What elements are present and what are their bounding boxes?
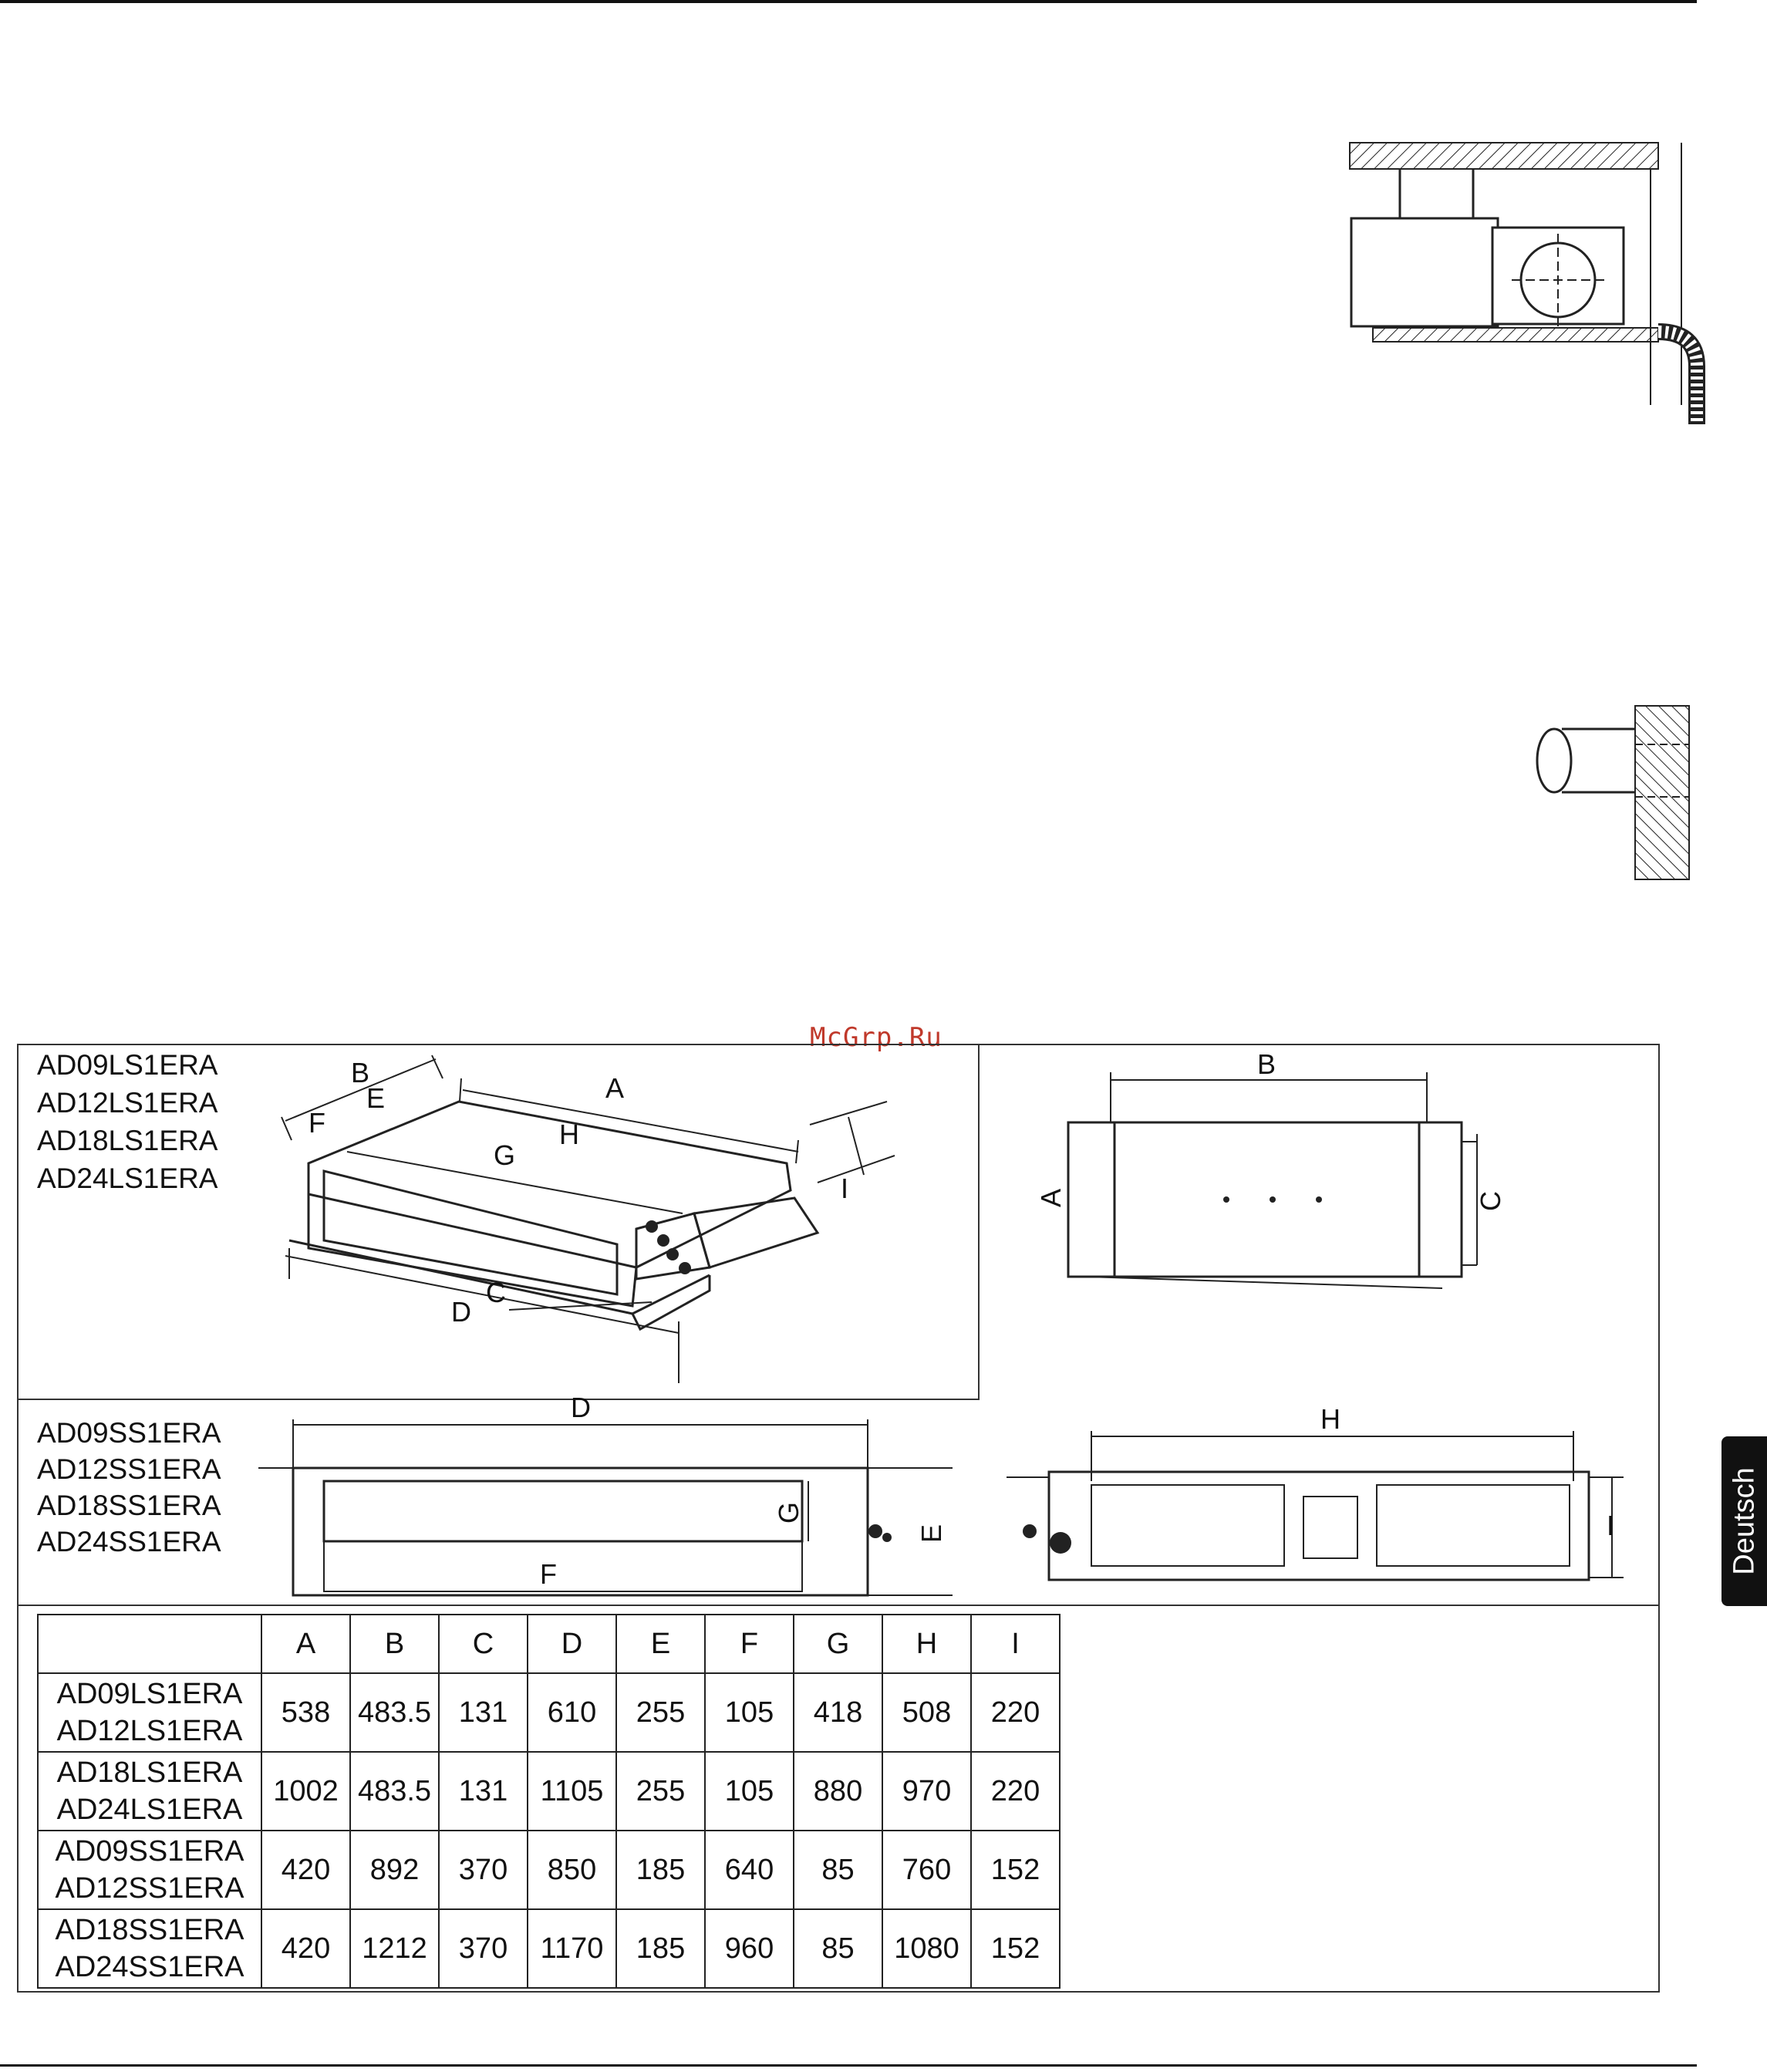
iso-dim-a: A [605, 1072, 625, 1104]
row-model: AD18LS1ERA [56, 1756, 243, 1789]
header-d: D [528, 1615, 616, 1673]
top-dim-b: B [1257, 1048, 1276, 1080]
iso-dim-f: F [309, 1107, 325, 1139]
cell-h: 970 [882, 1752, 971, 1831]
wall-pipe-illustration [1519, 698, 1705, 891]
row-model: AD24SS1ERA [55, 1951, 244, 1983]
cell-f: 960 [705, 1909, 794, 1988]
cell-d: 1170 [528, 1909, 616, 1988]
cell-g: 85 [794, 1909, 882, 1988]
table-row [38, 1831, 1060, 1909]
cell-f: 105 [705, 1752, 794, 1831]
cell-f: 640 [705, 1831, 794, 1909]
cell-c: 131 [439, 1673, 528, 1752]
iso-dim-d: D [451, 1296, 471, 1328]
header-b: B [350, 1615, 439, 1673]
cell-b: 1212 [350, 1909, 439, 1988]
cell-h: 1080 [882, 1909, 971, 1988]
cell-g: 880 [794, 1752, 882, 1831]
ss-model-4: AD24SS1ERA [37, 1526, 221, 1557]
header-e: E [616, 1615, 705, 1673]
table-header-row [38, 1615, 1060, 1673]
cell-h: 760 [882, 1831, 971, 1909]
header-a: A [261, 1615, 350, 1673]
header-g: G [794, 1615, 882, 1673]
dimensions-table [37, 1614, 1061, 1989]
ss-model-list [37, 1415, 221, 1560]
cell-i: 152 [971, 1831, 1060, 1909]
cell-b: 892 [350, 1831, 439, 1909]
ls-model-2: AD12LS1ERA [37, 1087, 218, 1119]
row-model: AD09LS1ERA [56, 1678, 243, 1710]
bottom-rule [0, 2064, 1697, 2067]
cell-a: 1002 [261, 1752, 350, 1831]
ss-model-1: AD09SS1ERA [37, 1417, 221, 1449]
ss-dim-i: I [1607, 1510, 1615, 1541]
ss-model-3: AD18SS1ERA [37, 1490, 221, 1521]
cell-a: 420 [261, 1909, 350, 1988]
ss-model-2: AD12SS1ERA [37, 1453, 221, 1485]
row-model: AD18SS1ERA [55, 1914, 244, 1946]
ss-dim-e: E [916, 1524, 947, 1543]
cell-b: 483.5 [350, 1752, 439, 1831]
header-i: I [971, 1615, 1060, 1673]
cell-f: 105 [705, 1673, 794, 1752]
cell-e: 185 [616, 1831, 705, 1909]
language-tab [1721, 1436, 1767, 1606]
row-model: AD24LS1ERA [56, 1794, 243, 1826]
top-rule [0, 0, 1697, 3]
watermark: McGrp.Ru [810, 1022, 943, 1053]
cell-e: 185 [616, 1909, 705, 1988]
cell-g: 85 [794, 1831, 882, 1909]
iso-dim-c: C [486, 1277, 506, 1308]
language-tab-label: Deutsch [1728, 1467, 1760, 1575]
ls-model-4: AD24LS1ERA [37, 1163, 218, 1194]
header-blank [38, 1615, 261, 1673]
ls-isometric-drawing [278, 1048, 895, 1395]
cell-i: 220 [971, 1673, 1060, 1752]
ls-model-1: AD09LS1ERA [37, 1049, 218, 1081]
row-models [38, 1831, 261, 1909]
iso-dim-i: I [841, 1173, 849, 1204]
row-models [38, 1673, 261, 1752]
ls-model-list [37, 1046, 218, 1197]
header-f: F [705, 1615, 794, 1673]
cell-h: 508 [882, 1673, 971, 1752]
row-models [38, 1909, 261, 1988]
table-row [38, 1752, 1060, 1831]
ss-dim-g: G [773, 1501, 804, 1524]
ss-dim-d: D [571, 1392, 591, 1423]
ls-model-3: AD18LS1ERA [37, 1125, 218, 1156]
iso-dim-e: E [366, 1082, 386, 1114]
section-divider-ss [17, 1605, 1660, 1606]
cell-d: 610 [528, 1673, 616, 1752]
cell-g: 418 [794, 1673, 882, 1752]
ss-dim-f: F [540, 1558, 557, 1590]
cell-c: 131 [439, 1752, 528, 1831]
table-row [38, 1909, 1060, 1988]
cell-c: 370 [439, 1909, 528, 1988]
ss-dim-h: H [1320, 1403, 1340, 1435]
row-models [38, 1752, 261, 1831]
cell-d: 1105 [528, 1752, 616, 1831]
cell-b: 483.5 [350, 1673, 439, 1752]
ls-top-view-drawing [1034, 1048, 1506, 1296]
header-c: C [439, 1615, 528, 1673]
top-dim-c: C [1475, 1191, 1506, 1211]
row-model: AD09SS1ERA [55, 1835, 244, 1868]
table-row [38, 1673, 1060, 1752]
ceiling-installation-illustration [1342, 135, 1712, 436]
cell-a: 420 [261, 1831, 350, 1909]
header-h: H [882, 1615, 971, 1673]
row-model: AD12LS1ERA [56, 1715, 243, 1747]
cell-a: 538 [261, 1673, 350, 1752]
ss-rear-view-drawing [1007, 1404, 1639, 1597]
section-divider-ls-vertical [978, 1044, 980, 1400]
iso-dim-g: G [494, 1139, 516, 1171]
cell-e: 255 [616, 1673, 705, 1752]
ss-front-view-drawing [258, 1392, 976, 1605]
top-dim-a: A [1035, 1188, 1067, 1207]
row-model: AD12SS1ERA [55, 1872, 244, 1905]
cell-c: 370 [439, 1831, 528, 1909]
iso-dim-b: B [351, 1057, 370, 1088]
iso-dim-h: H [559, 1119, 579, 1150]
cell-i: 152 [971, 1909, 1060, 1988]
cell-e: 255 [616, 1752, 705, 1831]
cell-i: 220 [971, 1752, 1060, 1831]
cell-d: 850 [528, 1831, 616, 1909]
